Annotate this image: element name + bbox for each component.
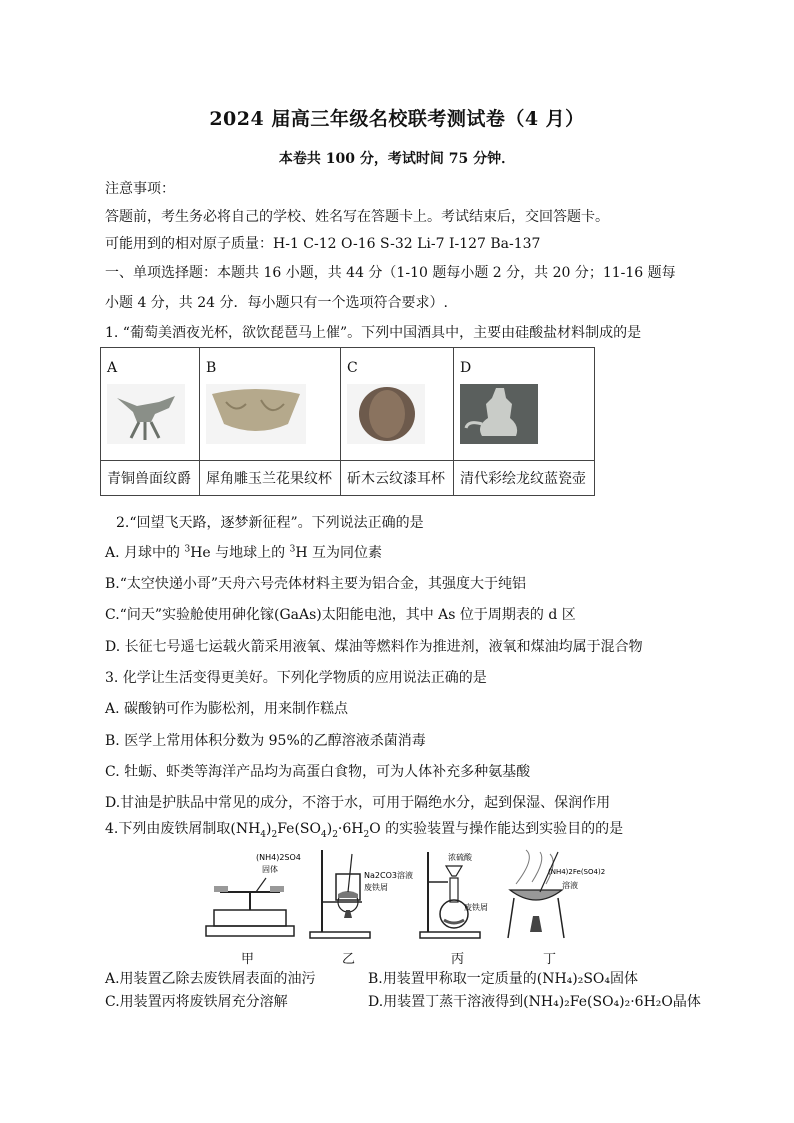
q3-option-a[interactable]: A. 碳酸钠可作为膨松剂，用来制作糕点 (105, 701, 349, 717)
q4-option-c[interactable]: C.用装置丙将废铁屑充分溶解 (105, 994, 288, 1010)
q3-option-b[interactable]: B. 医学上常用体积分数为 95%的乙醇溶液杀菌消毒 (105, 733, 426, 749)
apparatus-jia-text2: 固体 (262, 865, 278, 874)
q2-option-a[interactable]: A. 月球中的 $^3$He 与地球上的 $^3$H 互为同位素 (105, 544, 383, 561)
exam-title: 2024 届高三年级名校联考测试卷（4 月） (209, 108, 585, 130)
q1-option-c[interactable] (341, 348, 454, 461)
q1-options-table (100, 347, 595, 496)
notes-line: 答题前，考生务必将自己的学校、姓名写在答题卡上。考试结束后，交回答题卡。 (105, 209, 609, 225)
porcelain-pot-image (460, 384, 538, 444)
q3-option-c[interactable]: C. 牡蛎、虾类等海洋产品均为高蛋白食物，可为人体补充多种氨基酸 (105, 764, 531, 780)
atomic-masses: 可能用到的相对原子质量：H-1 C-12 O-16 S-32 Li-7 I-127 Ba-137 (105, 236, 541, 252)
apparatus-bing-flask (418, 848, 502, 944)
exam-subtitle: 本卷共 100 分，考试时间 75 分钟． (278, 151, 516, 167)
section-instructions-1: 一、单项选择题：本题共 16 小题，共 44 分（1-10 题每小题 2 分，共 20 分；11-16 题每 (105, 265, 676, 281)
q1-option-a[interactable] (101, 348, 200, 461)
q4-option-d[interactable]: D.用装置丁蒸干溶液得到(NH₄)₂Fe(SO₄)₂·6H₂O晶体 (368, 994, 701, 1010)
apparatus-yi-text1: Na2CO3溶液 (364, 871, 413, 880)
option-letter: A (107, 360, 118, 376)
option-letter: D (460, 360, 472, 376)
q2-option-d[interactable]: D. 长征七号遥七运载火箭采用液氧、煤油等燃料作为推进剂，液氧和煤油均属于混合物 (105, 639, 643, 655)
apparatus-bing-text2: 废铁屑 (464, 903, 488, 912)
apparatus-jia-balance (200, 848, 300, 944)
section-instructions-2: 小题 4 分，共 24 分．每小题只有一个选项符合要求）. (105, 295, 448, 311)
q1-option-d-name: 清代彩绘龙纹蓝瓷壶 (454, 461, 595, 496)
lacquer-cup-image (347, 384, 425, 444)
q1-option-d[interactable] (454, 348, 595, 461)
q1-option-c-name: 斫木云纹漆耳杯 (341, 461, 454, 496)
apparatus-ding-evaporation (506, 848, 606, 944)
apparatus-yi-beaker (308, 848, 413, 944)
apparatus-bing-text1: 浓硫酸 (448, 853, 472, 862)
q4-option-b[interactable]: B.用装置甲称取一定质量的(NH₄)₂SO₄固体 (368, 971, 639, 987)
q2-option-b[interactable]: B.“太空快递小哥”天舟六号壳体材料主要为铝合金，其强度大于纯铝 (105, 576, 527, 592)
q3-option-d[interactable]: D.甘油是护肤品中常见的成分，不溶于水，可用于隔绝水分，起到保湿、保润作用 (105, 795, 611, 811)
bronze-jue-image (107, 384, 185, 444)
apparatus-ding-text2: 溶液 (562, 881, 578, 890)
q2-stem: 2.“回望飞天路，逐梦新征程”。下列说法正确的是 (116, 515, 424, 531)
q1-option-a-name: 青铜兽面纹爵 (101, 461, 200, 496)
apparatus-ding-text1: (NH4)2Fe(SO4)2 (548, 868, 606, 876)
q4-option-a[interactable]: A.用装置乙除去废铁屑表面的油污 (105, 971, 316, 987)
option-letter: C (347, 360, 358, 376)
q1-option-b-name: 犀角雕玉兰花果纹杯 (200, 461, 341, 496)
apparatus-bing-label: 丙 (451, 952, 465, 967)
apparatus-ding-label: 丁 (543, 952, 557, 967)
rhino-horn-cup-image (206, 384, 306, 444)
apparatus-yi-text2: 废铁屑 (364, 883, 388, 892)
apparatus-jia-text1: (NH4)2SO4 (256, 853, 301, 862)
q3-stem: 3. 化学让生活变得更美好。下列化学物质的应用说法正确的是 (105, 670, 487, 686)
notes-heading: 注意事项： (105, 181, 175, 197)
q1-option-b[interactable] (200, 348, 341, 461)
q1-stem: 1. “葡萄美酒夜光杯，欲饮琵琶马上催”。下列中国酒具中，主要由硅酸盐材料制成的是 (105, 325, 642, 341)
apparatus-yi-label: 乙 (342, 952, 356, 967)
q2-option-c[interactable]: C.“问天”实验舱使用砷化镓(GaAs)太阳能电池，其中 As 位于周期表的 d 区 (105, 607, 576, 623)
apparatus-jia-label: 甲 (241, 952, 255, 967)
q4-stem: 4.下列由废铁屑制取$(NH_4)_2Fe(SO_4)_2\cdot 6H_2O$ 的实验装置与操作能达到实验目的的是 (105, 821, 624, 840)
option-letter: B (206, 360, 217, 376)
